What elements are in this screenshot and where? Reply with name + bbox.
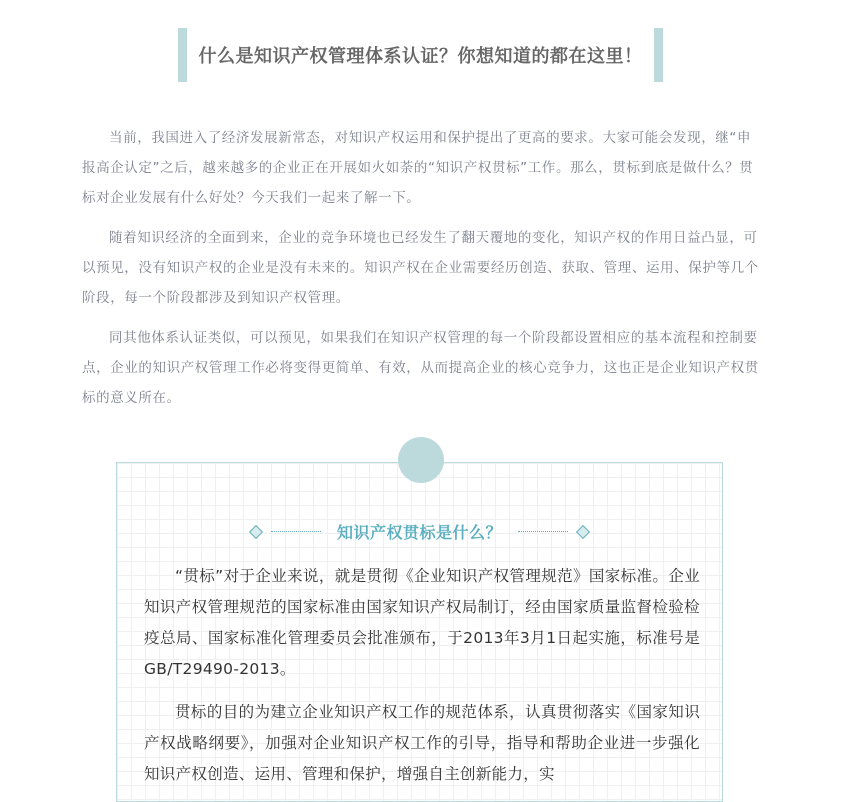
section-body (144, 561, 700, 802)
intro-paragraph: 当前，我国进入了经济发展新常态，对知识产权运用和保护提出了更高的要求。大家可能会发现，继“申报高企认定”之后，越来越多的企业正在开展如火如荼的“知识产权贯标”工作。那么，贯标到底是做什么？贯标对企业发展有什么好处？今天我们一起来了解一下。 (82, 130, 754, 206)
title-left-bar (178, 28, 187, 82)
page-title: 什么是知识产权管理体系认证？你想知道的都在这里！ (198, 46, 643, 67)
section-paragraph: “贯标”对于企业来说，就是贯彻《企业知识产权管理规范》国家标准。企业知识产权管理规范的国家标准由国家知识产权局制订，经由国家质量监督检验检疫总局、国家标准化管理委员会批准颁布，于2013年3月1日起实施，标准号是GB/T29490-2013。 (144, 567, 700, 678)
title-right-bar (654, 28, 663, 82)
dotted-divider (271, 531, 321, 532)
diamond-icon (249, 524, 263, 538)
decorative-circle (398, 437, 444, 483)
dotted-divider (518, 531, 568, 532)
section-heading (117, 520, 722, 543)
grid-content-box (116, 462, 723, 802)
intro-paragraph: 随着知识经济的全面到来，企业的竞争环境也已经发生了翻天覆地的变化，知识产权的作用日益凸显，可以预见，没有知识产权的企业是没有未来的。知识产权在企业需要经历创造、获取、管理、运用、保护等几个阶段，每一个阶段都涉及到知识产权管理。 (82, 230, 759, 306)
section-heading-text: 知识产权贯标是什么？ (336, 523, 502, 542)
title-banner (178, 28, 663, 82)
intro-section (82, 123, 760, 423)
section-paragraph: 贯标的目的为建立企业知识产权工作的规范体系，认真贯彻落实《国家知识产权战略纲要》，加强对企业知识产权工作的引导，指导和帮助企业进一步强化知识产权创造、运用、管理和保护，增强自主创新能力，实 (144, 703, 700, 783)
intro-paragraph: 同其他体系认证类似，可以预见，如果我们在知识产权管理的每一个阶段都设置相应的基本流程和控制要点，企业的知识产权管理工作必将变得更简单、有效，从而提高企业的核心竞争力，这也正是企业知识产权贯标的意义所在。 (82, 330, 759, 406)
diamond-icon (576, 524, 590, 538)
